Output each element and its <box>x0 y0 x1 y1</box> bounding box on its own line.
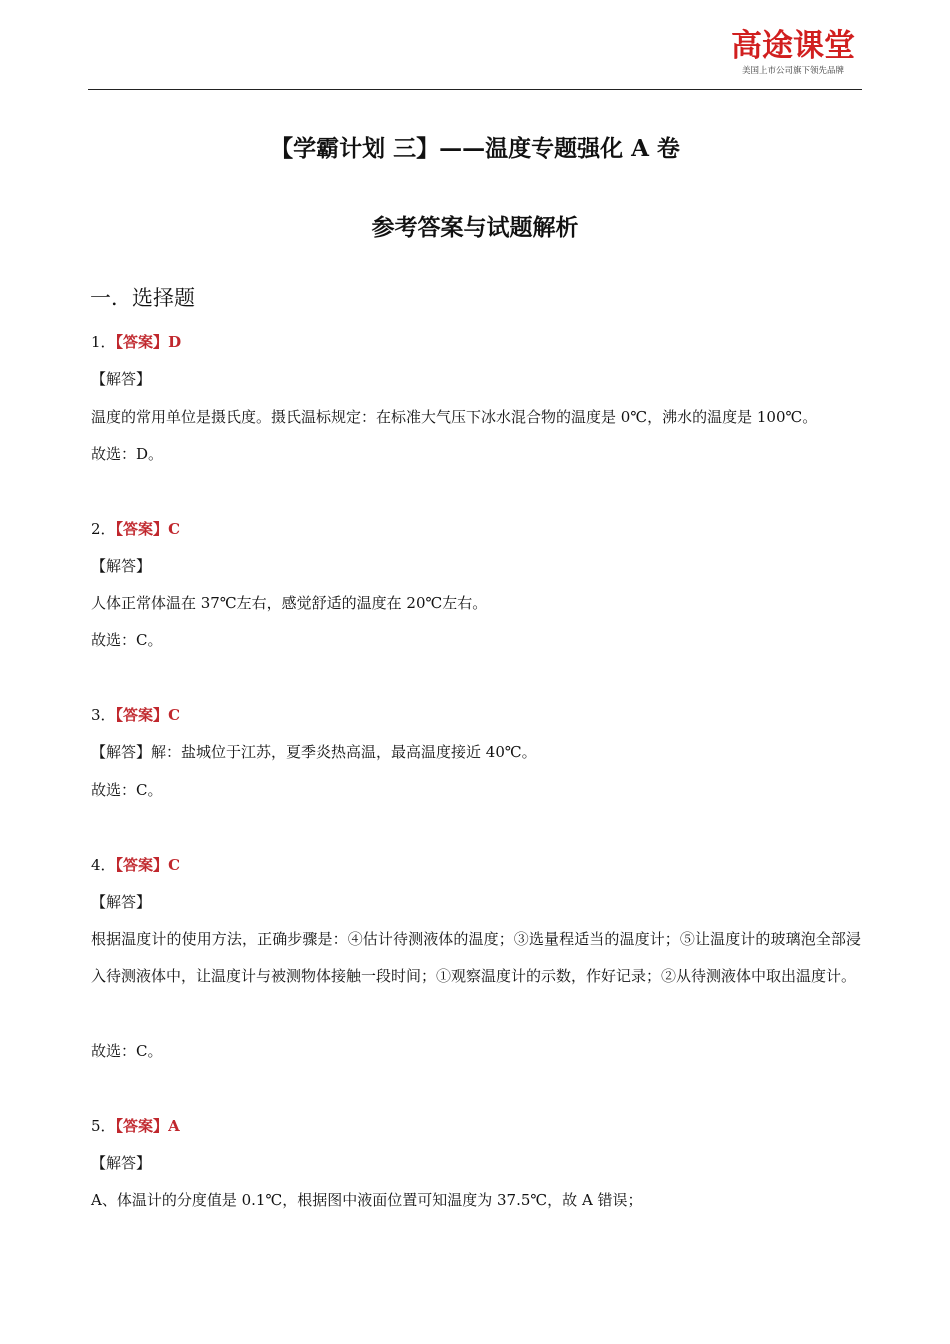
analysis-text-4: 根据温度计的使用方法，正确步骤是：④估计待测液体的温度；③选量程适当的温度计；⑤让温度计的玻璃泡全部浸入待测液体中，让温度计与被测物体接触一段时间；①观察温度计的示数，作好记录；②从待测液体中取出温度计。 <box>91 930 861 985</box>
answer-line-2 <box>91 518 180 540</box>
answer-line-3 <box>91 704 180 726</box>
answer-label: 【答案】 <box>115 706 169 724</box>
analysis-label-5: 【解答】 <box>91 1154 152 1172</box>
section-heading: 一．选择题 <box>90 286 195 310</box>
logo-text: 高途课堂 <box>731 28 855 64</box>
answer-label: 【答案】 <box>115 1117 169 1135</box>
answer-label: 【答案】 <box>115 856 169 874</box>
analysis-label-4: 【解答】 <box>91 893 152 911</box>
answer-value: D <box>168 333 182 351</box>
analysis-line-3 <box>91 741 537 763</box>
conclusion-3: 故选：C。 <box>91 781 163 799</box>
answer-label: 【答案】 <box>115 333 169 351</box>
question-number: 2． <box>91 520 116 538</box>
answer-label: 【答案】 <box>115 520 169 538</box>
answer-value: C <box>168 520 181 538</box>
analysis-label-2: 【解答】 <box>91 557 152 575</box>
conclusion-1: 故选：D。 <box>91 445 164 463</box>
answer-line-4 <box>91 854 180 876</box>
answer-value: C <box>168 706 181 724</box>
question-number: 4． <box>91 856 116 874</box>
answer-line-1 <box>91 331 181 353</box>
brand-logo <box>726 28 860 77</box>
analysis-text-5: A、体温计的分度值是 0.1℃，根据图中液面位置可知温度为 37.5℃，故 A 错误； <box>91 1191 643 1209</box>
document-subtitle: 参考答案与试题解析 <box>371 214 579 241</box>
question-number: 1． <box>91 333 116 351</box>
analysis-label-1: 【解答】 <box>91 370 152 388</box>
document-title: 【学霸计划 三】——温度专题强化 A 卷 <box>270 135 680 162</box>
analysis-text-2: 人体正常体温在 37℃左右，感觉舒适的温度在 20℃左右。 <box>91 594 488 612</box>
analysis-text: 解：盐城位于江苏，夏季炎热高温，最高温度接近 40℃。 <box>151 743 537 761</box>
analysis-text-1: 温度的常用单位是摄氏度。摄氏温标规定：在标准大气压下冰水混合物的温度是 0℃，沸水的温度是 100℃。 <box>91 408 818 426</box>
conclusion-4: 故选：C。 <box>91 1042 163 1060</box>
answer-value: A <box>168 1117 180 1135</box>
question-number: 3． <box>91 706 116 724</box>
question-number: 5． <box>91 1117 116 1135</box>
answer-value: C <box>168 856 181 874</box>
logo-subtitle: 美国上市公司旗下领先品牌 <box>741 66 844 76</box>
analysis-label: 【解答】 <box>91 743 152 761</box>
answer-line-5 <box>91 1115 180 1137</box>
header-divider <box>88 89 862 90</box>
conclusion-2: 故选：C。 <box>91 631 163 649</box>
